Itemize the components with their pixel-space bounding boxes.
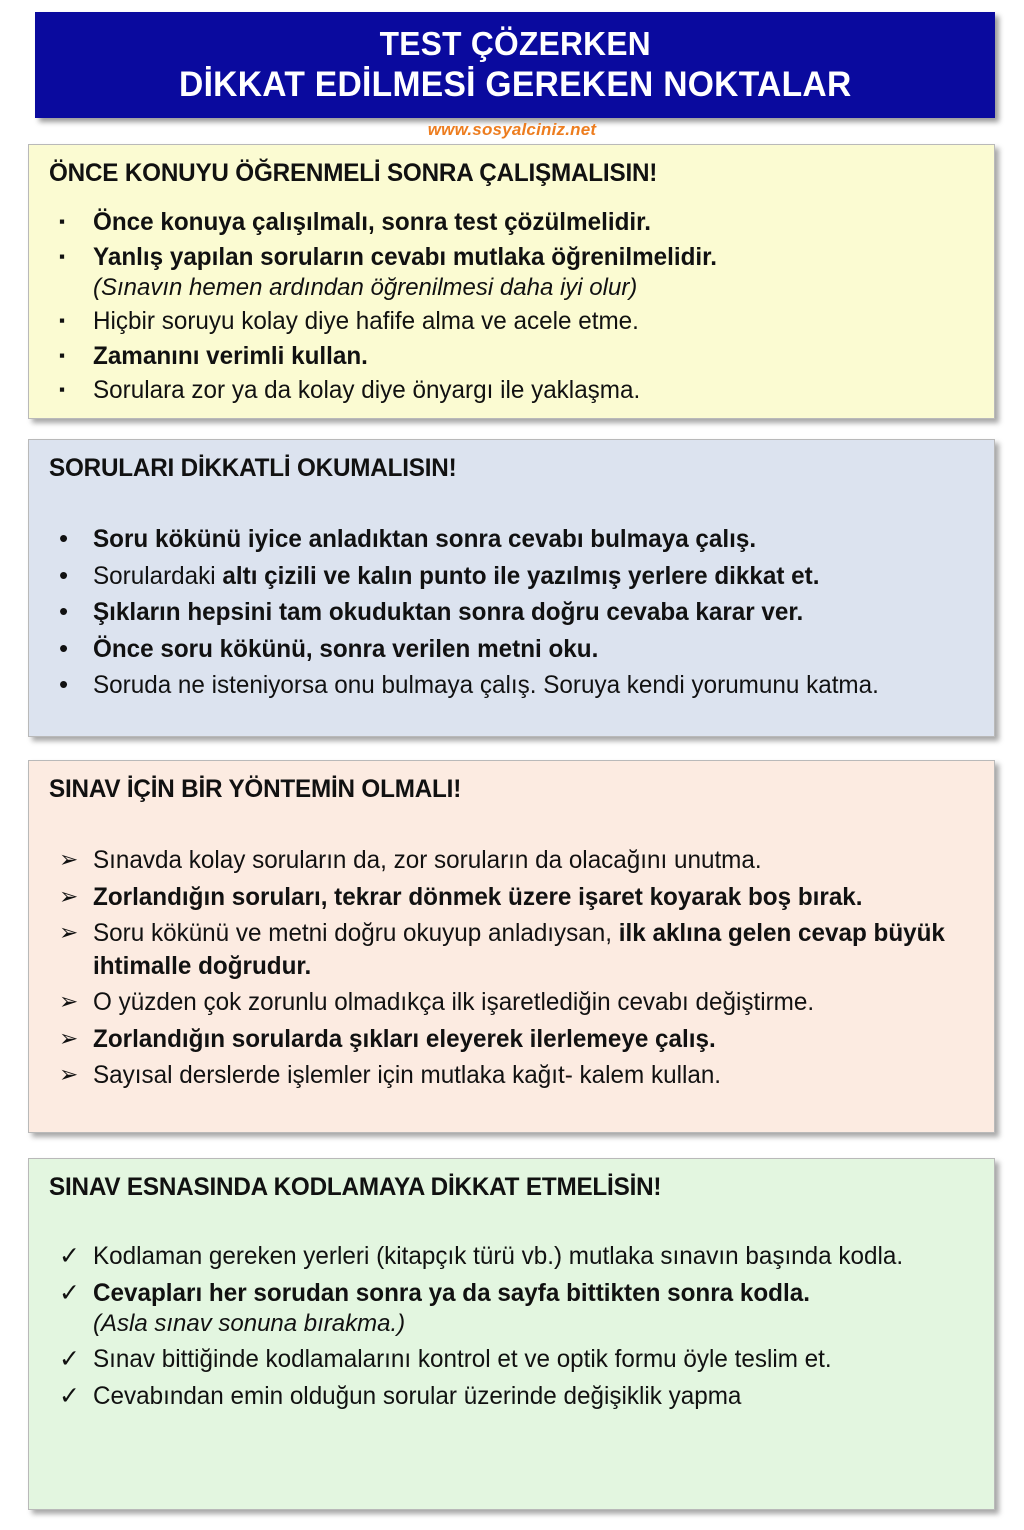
- section-box-2: [28, 439, 995, 737]
- list-item: [45, 1240, 978, 1273]
- list-item: [45, 305, 978, 338]
- list-item-text: Hiçbir soruyu kolay diye hafife alma ve acele etme.: [93, 307, 639, 335]
- list-item-text: Zorlandığın soruları, tekrar dönmek üzere işaret koyarak boş bırak.: [93, 882, 863, 911]
- arrow-bullet-icon: ➢: [59, 1061, 79, 1087]
- list-item-text: [93, 560, 819, 593]
- check-bullet-icon: ✓: [59, 1278, 80, 1307]
- list-item-text: Sınavda kolay soruların da, zor soruların da olacağını unutma.: [93, 846, 762, 874]
- list-item-subtext: (Sınavın hemen ardından öğrenilmesi daha iyi olur): [93, 274, 638, 301]
- list-item: [45, 986, 978, 1019]
- arrow-bullet-icon: ➢: [59, 1024, 79, 1051]
- square-bullet-icon: ▪: [59, 380, 66, 399]
- list-item: [45, 340, 978, 373]
- list-item: [45, 669, 978, 702]
- list-item-text: Önce soru kökünü, sonra verilen metni oku.: [93, 634, 599, 663]
- check-bullet-icon: ✓: [59, 1381, 80, 1410]
- list-item: [45, 206, 978, 239]
- section-title: SINAV İÇİN BİR YÖNTEMİN OLMALI!: [49, 775, 462, 803]
- arrow-bullet-icon: ➢: [59, 882, 79, 909]
- list-item-text: Zorlandığın sorularda şıkları eleyerek ilerlemeye çalış.: [93, 1024, 716, 1053]
- section-bullet-list: [45, 1240, 978, 1412]
- list-item-text: Önce konuya çalışılmalı, sonra test çözülmelidir.: [93, 208, 651, 236]
- section-title: SORULARI DİKKATLİ OKUMALISIN!: [49, 454, 457, 482]
- list-item-text: Soruda ne isteniyorsa onu bulmaya çalış. Soruya kendi yorumunu katma.: [93, 671, 879, 699]
- header-title-line-1: TEST ÇÖZERKEN: [379, 24, 651, 62]
- list-item-text: Sınav bittiğinde kodlamalarını kontrol et ve optik formu öyle teslim et.: [93, 1345, 832, 1373]
- section-title: SINAV ESNASINDA KODLAMAYA DİKKAT ETMELİSİN!: [49, 1173, 662, 1201]
- dot-bullet-icon: •: [59, 596, 69, 626]
- list-item: [45, 374, 978, 407]
- list-item-text-emphasis: altı çizili ve kalın punto ile yazılmış yerlere dikkat et.: [222, 561, 820, 590]
- dot-bullet-icon: •: [59, 559, 69, 590]
- check-bullet-icon: ✓: [59, 1242, 80, 1270]
- square-bullet-icon: ▪: [59, 212, 66, 231]
- list-item-text: Sorulara zor ya da kolay diye önyargı ile yaklaşma.: [93, 376, 641, 404]
- list-item-text: [93, 917, 951, 982]
- dot-bullet-icon: •: [59, 669, 69, 699]
- check-bullet-icon: ✓: [59, 1345, 80, 1373]
- list-item: [45, 596, 978, 629]
- list-item-text: Soru kökünü iyice anladıktan sonra cevabı bulmaya çalış.: [93, 525, 757, 553]
- header-banner: [35, 12, 995, 118]
- dot-bullet-icon: •: [59, 632, 69, 663]
- list-item: [45, 1023, 978, 1056]
- section-title: ÖNCE KONUYU ÖĞRENMELİ SONRA ÇALIŞMALISIN!: [49, 159, 658, 187]
- header-title-line-2: DİKKAT EDİLMESİ GEREKEN NOKTALAR: [178, 64, 852, 104]
- list-item-text: Sayısal derslerde işlemler için mutlaka kağıt- kalem kullan.: [93, 1061, 722, 1089]
- list-item-text-plain: Soru kökünü ve metni doğru okuyup anladıysan,: [93, 919, 619, 947]
- dot-bullet-icon: •: [59, 523, 69, 553]
- section-box-1: [28, 144, 995, 419]
- list-item: [45, 241, 978, 304]
- list-item-text-emphasis: ilk aklına gelen cevap büyük ihtimalle doğrudur.: [93, 919, 945, 980]
- square-bullet-icon: ▪: [59, 345, 66, 365]
- section-box-4: [28, 1158, 995, 1510]
- list-item-text: O yüzden çok zorunlu olmadıkça ilk işaretlediğin cevabı değiştirme.: [93, 988, 815, 1016]
- list-item: [45, 1277, 978, 1340]
- arrow-bullet-icon: ➢: [59, 988, 79, 1014]
- list-item-text: Kodlaman gereken yerleri (kitapçık türü vb.) mutlaka sınavın başında kodla.: [93, 1242, 904, 1270]
- list-item: [45, 917, 978, 982]
- list-item-subtext: (Asla sınav sonuna bırakma.): [93, 1310, 406, 1337]
- square-bullet-icon: ▪: [59, 311, 66, 330]
- section-box-3: [28, 760, 995, 1133]
- list-item: [45, 881, 978, 914]
- list-item: [45, 633, 978, 666]
- section-bullet-list: [45, 844, 978, 1092]
- list-item: [45, 1343, 978, 1376]
- list-item-text: Cevabından emin olduğun sorular üzerinde değişiklik yapma: [93, 1381, 742, 1410]
- watermark-url: www.sosyalciniz.net: [427, 120, 597, 139]
- section-bullet-list: [45, 523, 978, 702]
- list-item-text-plain: Sorulardaki: [93, 561, 223, 590]
- list-item: [45, 844, 978, 877]
- arrow-bullet-icon: ➢: [59, 919, 79, 945]
- square-bullet-icon: ▪: [59, 246, 66, 266]
- list-item-text: Şıkların hepsini tam okuduktan sonra doğru cevaba karar ver.: [93, 598, 804, 626]
- list-item: [45, 560, 978, 593]
- list-item: [45, 1059, 978, 1092]
- list-item: [45, 523, 978, 556]
- arrow-bullet-icon: ➢: [59, 846, 79, 872]
- section-bullet-list: [45, 206, 978, 407]
- list-item: [45, 1380, 978, 1413]
- list-item-text: Yanlış yapılan soruların cevabı mutlaka öğrenilmelidir.: [93, 242, 718, 271]
- list-item-text: Cevapları her sorudan sonra ya da sayfa bittikten sonra kodla.: [93, 1278, 810, 1307]
- list-item-text: Zamanını verimli kullan.: [93, 341, 368, 370]
